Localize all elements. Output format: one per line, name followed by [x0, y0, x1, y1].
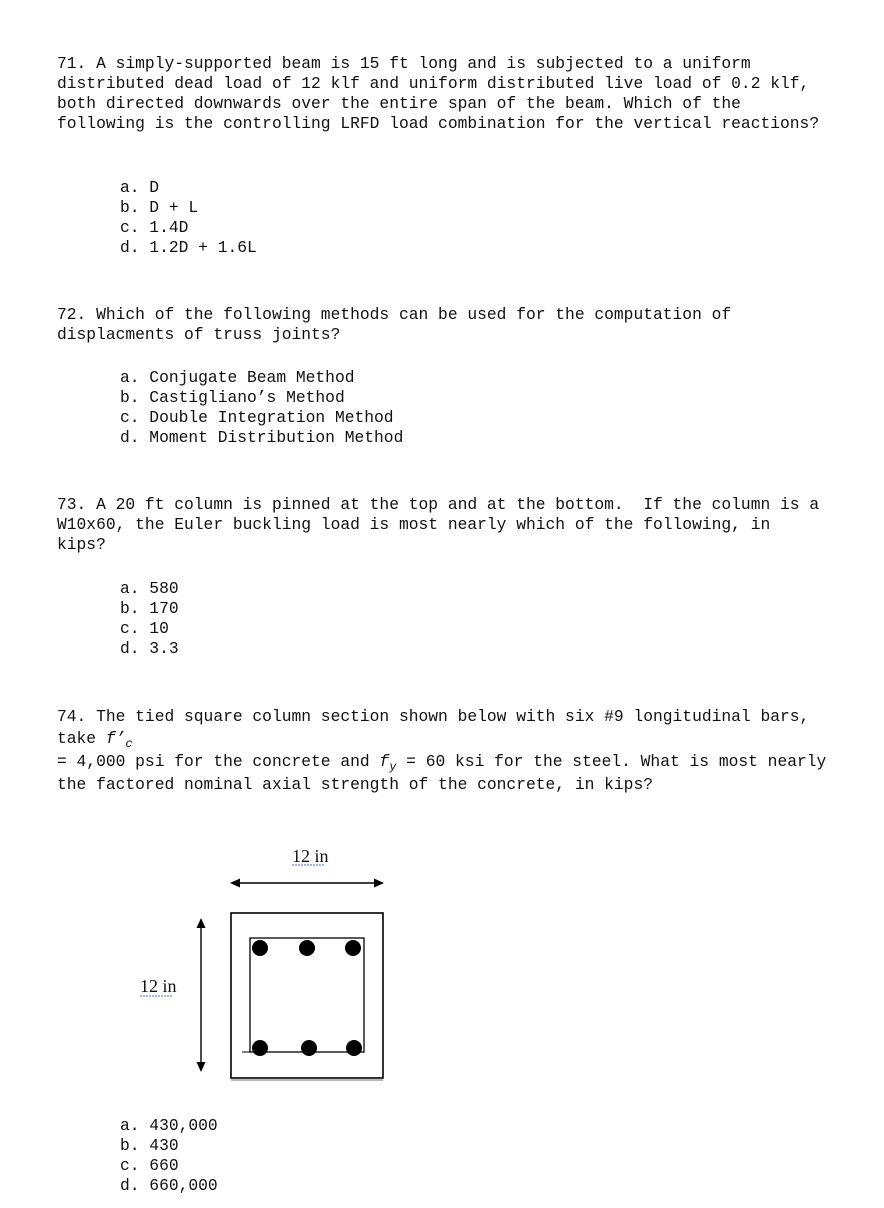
question-74-text-part1: 74. The tied square column section shown below with six #9 longitudinal bars, take	[57, 707, 820, 748]
rebar-bottom-middle	[301, 1040, 317, 1056]
fc-subscript: c	[125, 737, 133, 751]
option-73-c: c. 10	[120, 619, 169, 638]
height-dimension-label: 12 in	[140, 976, 177, 996]
option-73-b: b. 170	[120, 599, 179, 618]
rebar-bottom-right	[346, 1040, 362, 1056]
question-71-options	[120, 178, 257, 258]
rebar-bottom-left	[252, 1040, 268, 1056]
question-74-text-part3: = 60 ksi for the steel. What is most nearly the factored nominal axial strength of the concrete, in kips?	[57, 752, 837, 794]
rebar-top-middle	[299, 940, 315, 956]
option-71-a: a. D	[120, 178, 160, 197]
question-73-options	[120, 579, 179, 659]
question-71-text: 71. A simply-supported beam is 15 ft long and is subjected to a uniform distributed dead load of 12 klf and uniform distributed live load of 0.2 klf, both directed downwards over the entire span of the beam. Which of the following is the controlling LRFD load combination for the vertical reactions?	[57, 54, 820, 133]
width-arrow-right-icon	[374, 879, 384, 888]
option-74-d: d. 660,000	[120, 1176, 218, 1195]
width-dimension-label: 12 in	[292, 846, 329, 866]
option-72-c: c. Double Integration Method	[120, 408, 394, 427]
question-74-options	[120, 1116, 218, 1196]
fy-symbol: f	[379, 752, 390, 771]
option-73-a: a. 580	[120, 579, 179, 598]
height-arrow-up-icon	[197, 918, 206, 928]
option-71-d: d. 1.2D + 1.6L	[120, 238, 257, 257]
option-74-c: c. 660	[120, 1156, 179, 1175]
option-72-a: a. Conjugate Beam Method	[120, 368, 355, 387]
question-74-text-part2: = 4,000 psi for the concrete and	[57, 752, 380, 771]
fc-symbol: f’	[105, 729, 126, 748]
question-73-text: 73. A 20 ft column is pinned at the top and at the bottom. If the column is a W10x60, the Euler buckling load is most nearly which of the following, in kips?	[57, 495, 829, 554]
option-71-b: b. D + L	[120, 198, 199, 217]
option-74-a: a. 430,000	[120, 1116, 218, 1135]
question-72-options	[120, 368, 403, 448]
question-74-text	[57, 706, 837, 796]
rebar-top-right	[345, 940, 361, 956]
question-72-text: 72. Which of the following methods can be used for the computation of displacments of truss joints?	[57, 305, 741, 344]
option-72-d: d. Moment Distribution Method	[120, 428, 404, 447]
option-73-d: d. 3.3	[120, 639, 179, 658]
rebar-top-left	[252, 940, 268, 956]
column-section-figure	[120, 840, 420, 1090]
height-arrow-down-icon	[197, 1062, 206, 1072]
option-71-c: c. 1.4D	[120, 218, 189, 237]
option-72-b: b. Castigliano’s Method	[120, 388, 345, 407]
option-74-b: b. 430	[120, 1136, 179, 1155]
width-arrow-left-icon	[230, 879, 240, 888]
fy-subscript: y	[389, 760, 397, 774]
